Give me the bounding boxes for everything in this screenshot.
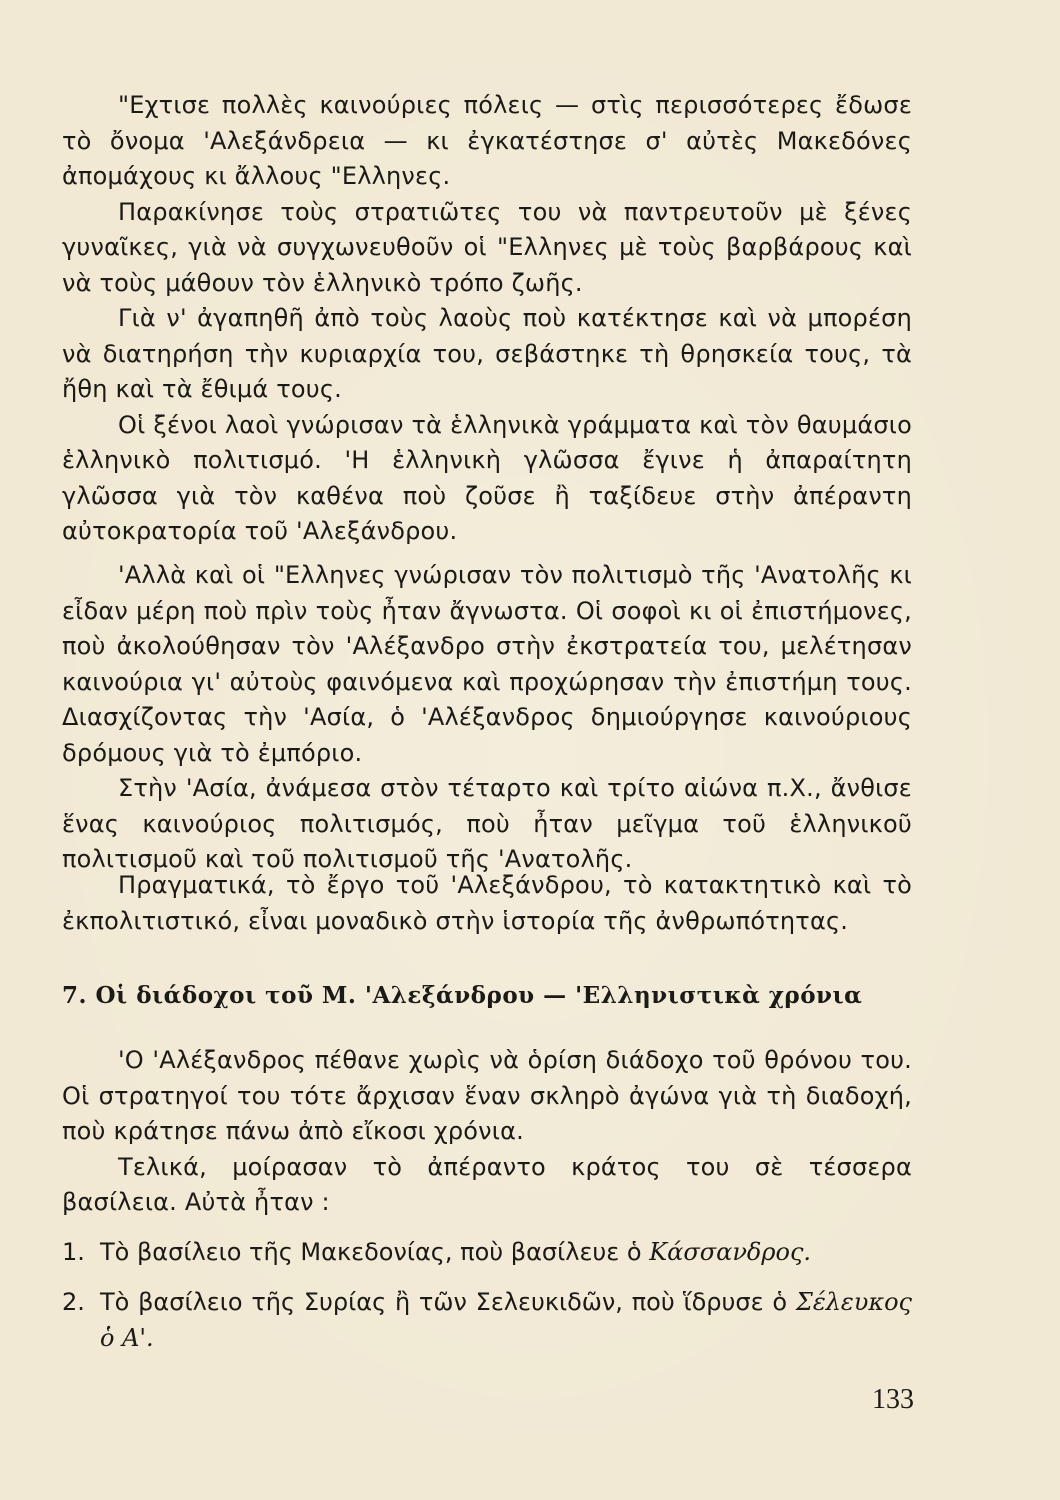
text-block-top [62, 88, 912, 550]
paragraph: Πραγματικά, τὸ ἔργο τοῦ 'Αλεξάνδρου, τὸ κατακτητικὸ καὶ τὸ ἐκπολιτιστικό, εἶναι μοναδικὸ στὴν ἱστορία τῆς ἀνθρωπότητας. [62, 871, 912, 935]
paragraph: Οἱ ξένοι λαοὶ γνώρισαν τὰ ἑλληνικὰ γράμματα καὶ τὸν θαυμάσιο ἑλληνικὸ πολιτισμό. 'Η ἑλληνικὴ γλῶσσα ἔγινε ἡ ἀπαραίτητη γλῶσσα γιὰ τὸν καθένα ποὺ ζοῦσε ἢ ταξίδευε στὴν ἀπέραντη αὐτοκρατορία τοῦ 'Αλεξάνδρου. [62, 410, 912, 545]
paragraph: Παρακίνησε τοὺς στρατιῶτες του νὰ παντρευτοῦν μὲ ξένες γυναῖκες, γιὰ νὰ συγχωνευθοῦν οἱ "Ελληνες μὲ τοὺς βαρβάρους καὶ νὰ τοὺς μάθουν τὸν ἑλληνικὸ τρόπο ζωῆς. [62, 197, 912, 297]
text-block-conclusion [62, 868, 912, 939]
ruler-name: Σέλευκος ὁ Α'. [100, 1288, 912, 1352]
list-number: 1. [62, 1238, 85, 1266]
list-text: Τὸ βασίλειο τῆς Μακεδονίας, ποὺ βασίλευε ὁ [100, 1238, 650, 1266]
paragraph: "Εχτισε πολλὲς καινούριες πόλεις — στὶς περισσότερες ἔδωσε τὸ ὄνομα 'Αλεξάνδρεια — κι ἐγκατέστησε σ' αὐτὲς Μακεδόνες ἀπομάχους κι ἄλλους "Ελληνες. [62, 91, 912, 190]
text-block-bottom [62, 1043, 912, 1221]
paragraph: Γιὰ ν' ἀγαπηθῆ ἀπὸ τοὺς λαοὺς ποὺ κατέκτησε καὶ νὰ μπορέση νὰ διατηρήση τὴν κυριαρχία του, σεβάστηκε τὴ θρησκεία τους, τὰ ἤθη καὶ τὰ ἔθιμά τους. [62, 304, 912, 403]
page-number: 133 [872, 1384, 914, 1415]
kingdom-list-item [62, 1285, 912, 1356]
paragraph: 'Αλλὰ καὶ οἱ "Ελληνες γνώρισαν τὸν πολιτισμὸ τῆς 'Ανατολῆς κι εἶδαν μέρη ποὺ πρὶν τοὺς ἦταν ἄγνωστα. Οἱ σοφοὶ κι οἱ ἐπιστήμονες, ποὺ ἀκολούθησαν τὸν 'Αλέξανδρο στὴν ἐκστρατεία του, μελέτησαν καινούρια γι' αὐτοὺς φαινόμενα καὶ προχώρησαν τὴν ἐπιστήμη τους. Διασχίζοντας τὴν 'Ασία, ὁ 'Αλέξανδρος δημιούργησε καινούριους δρόμους γιὰ τὸ ἐμπόριο. [62, 561, 912, 767]
section-heading: 7. Οἱ διάδοχοι τοῦ Μ. 'Αλεξάνδρου — 'Ελληνιστικὰ χρόνια [62, 982, 863, 1009]
text-block-middle [62, 558, 912, 878]
kingdom-list-item [62, 1235, 912, 1271]
list-number: 2. [62, 1288, 85, 1316]
paragraph: Τελικά, μοίρασαν τὸ ἀπέραντο κράτος του σὲ τέσσερα βασίλεια. Αὐτὰ ἦταν : [62, 1152, 912, 1216]
paragraph: Στὴν 'Ασία, ἀνάμεσα στὸν τέταρτο καὶ τρίτο αἰώνα π.Χ., ἄνθισε ἕνας καινούριος πολιτισμός, ποὺ ἦταν μεῖγμα τοῦ ἑλληνικοῦ πολιτισμοῦ καὶ τοῦ πολιτισμοῦ τῆς 'Ανατολῆς. [62, 774, 912, 873]
list-text: Τὸ βασίλειο τῆς Συρίας ἢ τῶν Σελευκιδῶν, ποὺ ἵδρυσε ὁ [100, 1288, 796, 1316]
ruler-name: Κάσσανδρος. [649, 1238, 812, 1266]
paragraph: 'Ο 'Αλέξανδρος πέθανε χωρὶς νὰ ὁρίση διάδοχο τοῦ θρόνου του. Οἱ στρατηγοί του τότε ἄρχισαν ἕναν σκληρὸ ἀγώνα γιὰ τὴ διαδοχή, ποὺ κράτησε πάνω ἀπὸ εἴκοσι χρόνια. [62, 1046, 912, 1145]
